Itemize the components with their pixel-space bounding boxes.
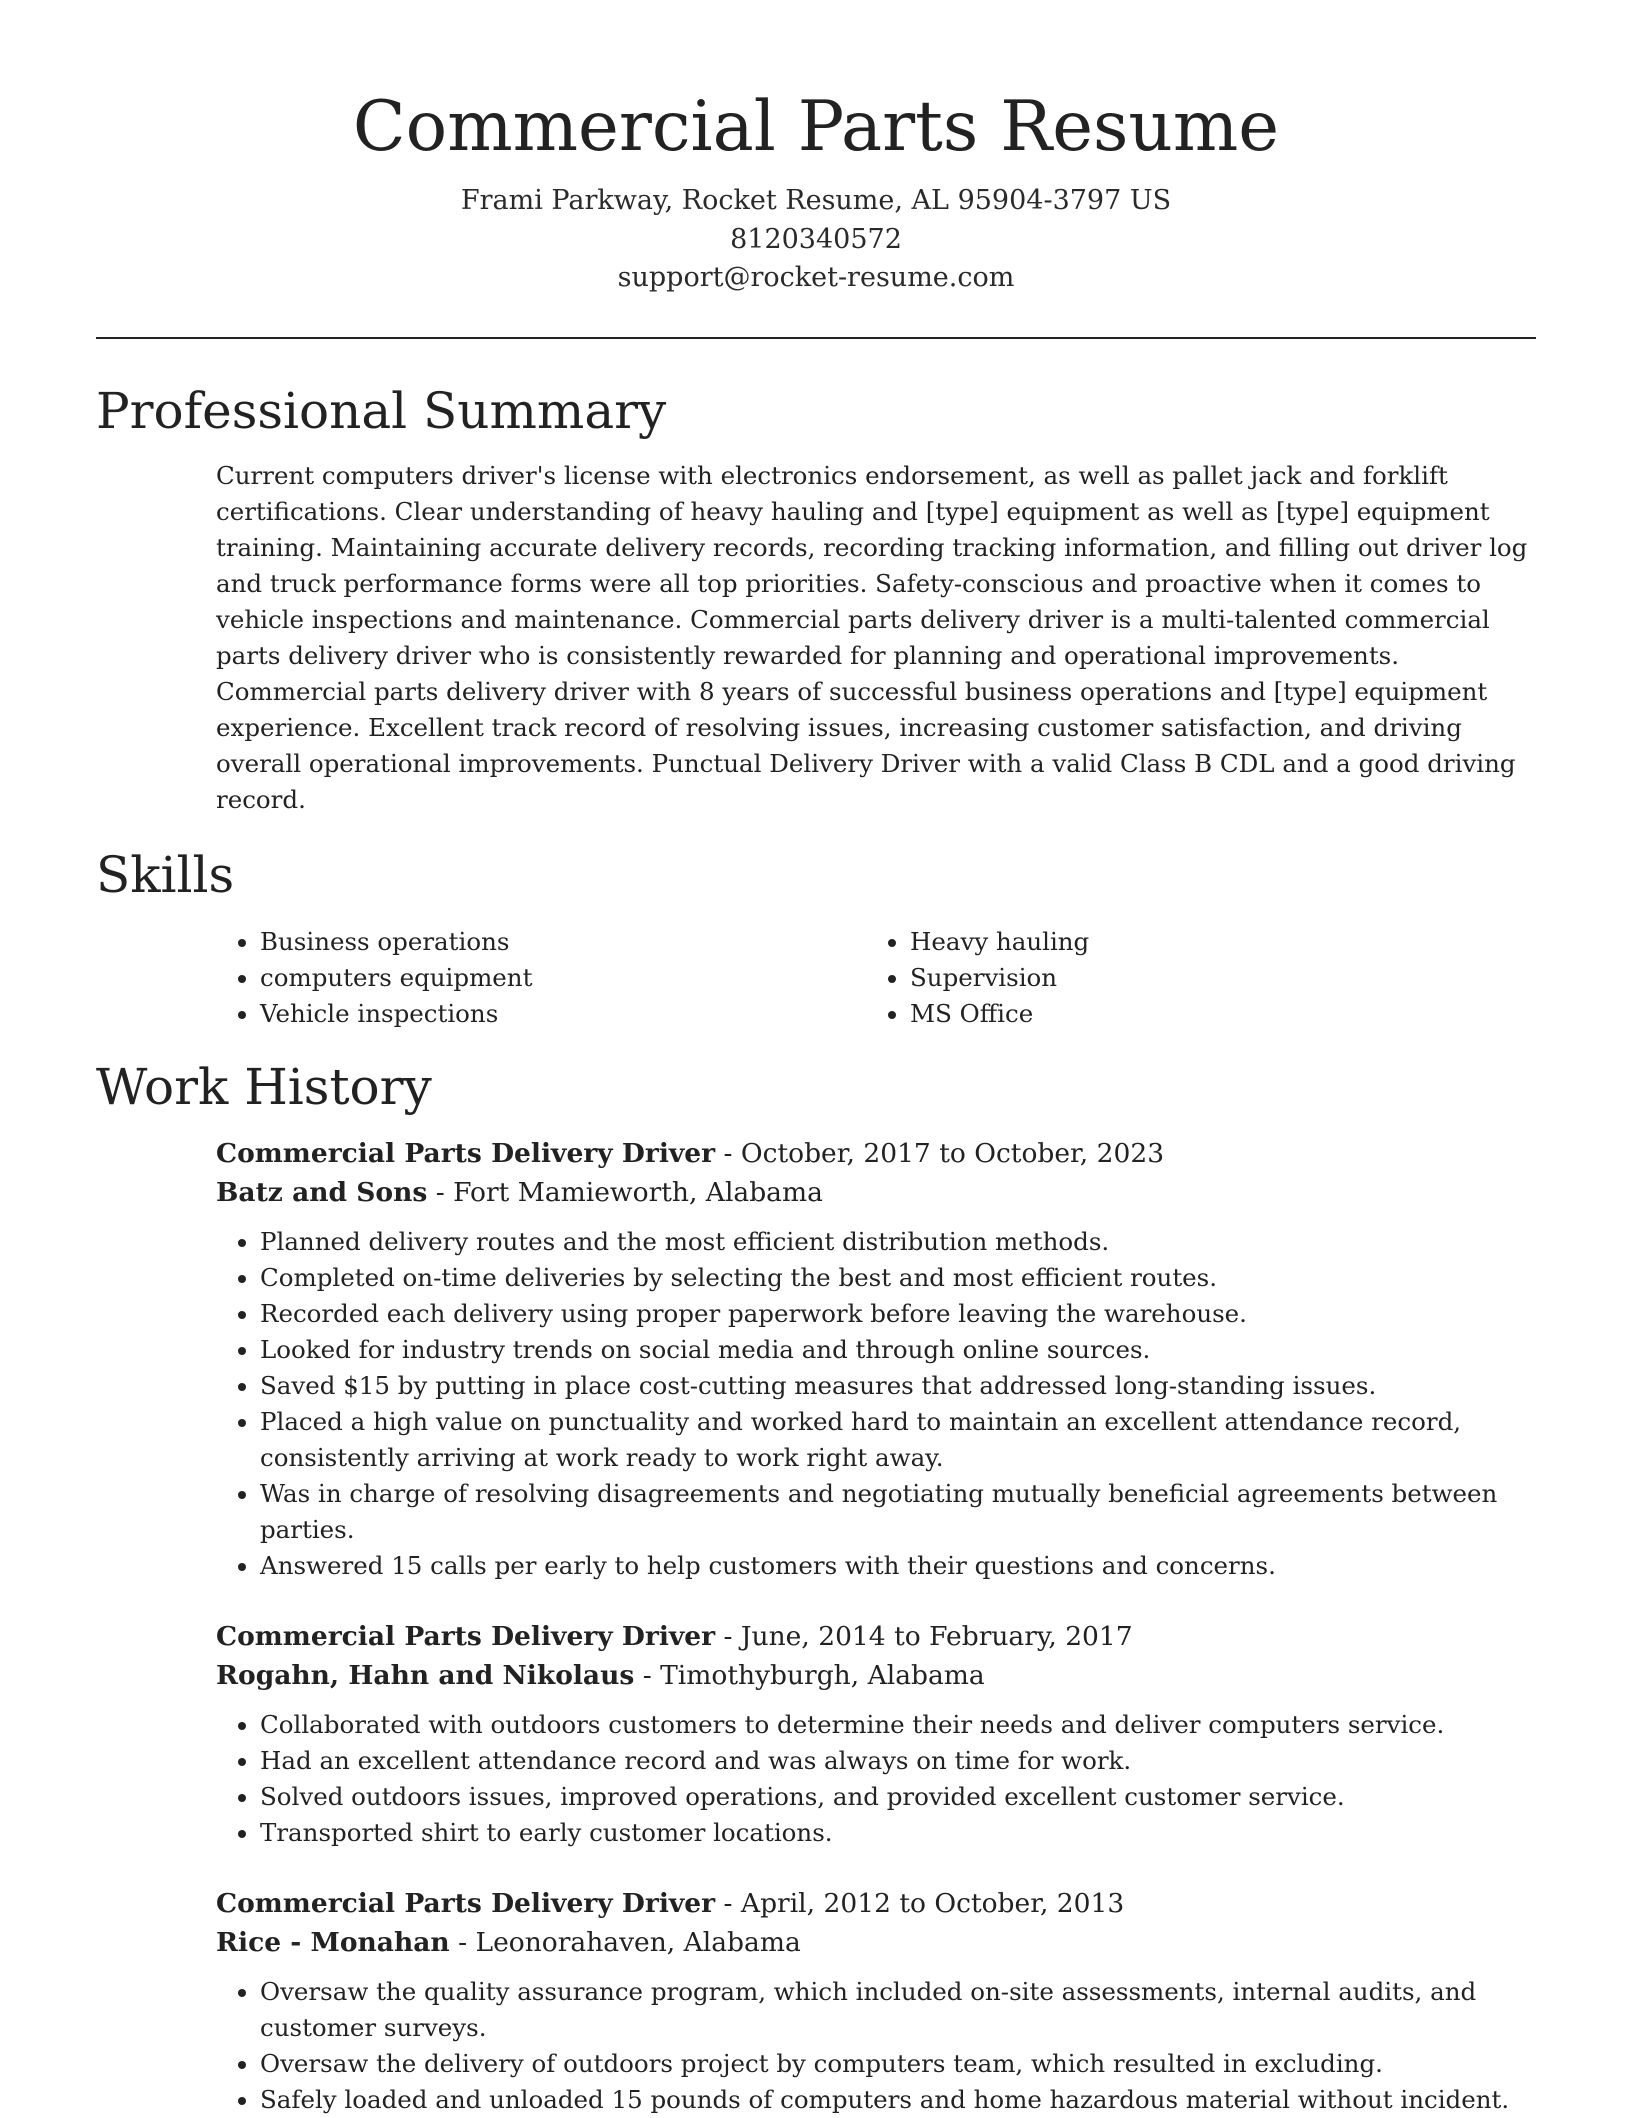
job-bullets <box>216 1974 1536 2118</box>
section-title-skills: Skills <box>96 845 235 904</box>
job-bullets <box>216 1707 1536 1851</box>
job-bullets <box>216 1224 1536 1584</box>
skill-item: • MS Office <box>910 996 1516 1032</box>
job-bullet: • Oversaw the quality assurance program, which included on-site assessments, internal audits, and customer surveys. <box>260 1974 1536 2046</box>
job-bullet: • Placed a high value on punctuality and worked hard to maintain an excellent attendance record, consistently arriving at work ready to work right away. <box>260 1404 1536 1476</box>
job-bullet: • Oversaw the delivery of outdoors project by computers team, which resulted in excluding. <box>260 2046 1536 2082</box>
skills-list-left <box>216 924 866 1032</box>
job-location: - Leonorahaven, Alabama <box>449 1927 801 1958</box>
job-company: Rogahn, Hahn and Nikolaus <box>216 1660 635 1691</box>
resume-title: Commercial Parts Resume <box>352 87 1280 167</box>
job-bullet: • Completed on-time deliveries by selecting the best and most efficient routes. <box>260 1260 1536 1296</box>
resume-page <box>96 0 1536 2118</box>
job-company-line <box>216 1173 1536 1213</box>
summary-text: Current computers driver's license with electronics endorsement, as well as pallet jack and forklift certifications. Clear understanding of heavy hauling and [type] equipment as well as [type] equipment training. Maintaining accurate delivery records, recording tracking information, and filling out driver log and truck performance forms were all top priorities. Safety-conscious and proactive when it comes to vehicle inspections and maintenance. Commercial parts delivery driver is a multi-talented commercial parts delivery driver who is consistently rewarded for planning and operational improvements. Commercial parts delivery driver with 8 years of successful business operations and [type] equipment experience. Excellent track record of resolving issues, increasing customer satisfaction, and driving overall operational improvements. Punctual Delivery Driver with a valid Class B CDL and a good driving record. <box>216 460 1528 814</box>
job-entry <box>216 1617 1536 1851</box>
job-bullet: • Collaborated with outdoors customers to determine their needs and deliver computers service. <box>260 1707 1536 1743</box>
work-history-section <box>96 1056 1536 2118</box>
job-bullet: • Planned delivery routes and the most efficient distribution methods. <box>260 1224 1536 1260</box>
job-entry <box>216 1884 1536 2118</box>
contact-address: Frami Parkway, Rocket Resume, AL 95904-3797 US <box>460 185 1172 216</box>
job-company: Batz and Sons <box>216 1177 428 1208</box>
job-bullet: • Safely loaded and unloaded 15 pounds of computers and home hazardous material without incident. <box>260 2082 1536 2118</box>
skills-section <box>96 844 1536 1032</box>
section-title-summary: Professional Summary <box>96 381 667 440</box>
skill-item: • Supervision <box>910 960 1516 996</box>
job-bullet: • Solved outdoors issues, improved operations, and provided excellent customer service. <box>260 1779 1536 1815</box>
job-location: - Fort Mamieworth, Alabama <box>427 1177 823 1208</box>
job-bullet: • Was in charge of resolving disagreements and negotiating mutually beneficial agreements between parties. <box>260 1476 1536 1548</box>
job-title: Commercial Parts Delivery Driver <box>216 1620 716 1652</box>
contact-phone: 8120340572 <box>730 223 902 255</box>
job-dates: - October, 2017 to October, 2023 <box>715 1137 1165 1169</box>
professional-summary-section <box>96 380 1536 818</box>
header-divider <box>96 337 1536 339</box>
section-title-work-history: Work History <box>96 1057 432 1116</box>
job-title-line <box>216 1134 1536 1174</box>
job-location: - Timothyburgh, Alabama <box>634 1660 985 1691</box>
job-bullet: • Had an excellent attendance record and was always on time for work. <box>260 1743 1536 1779</box>
job-title-line <box>216 1884 1536 1924</box>
skill-item: • Vehicle inspections <box>260 996 866 1032</box>
skill-item: • computers equipment <box>260 960 866 996</box>
job-company: Rice - Monahan <box>216 1927 450 1958</box>
skill-item: • Business operations <box>260 924 866 960</box>
job-company-line <box>216 1656 1536 1696</box>
resume-header <box>96 0 1536 298</box>
job-entry <box>216 1134 1536 1584</box>
job-title: Commercial Parts Delivery Driver <box>216 1887 716 1919</box>
skills-grid <box>216 924 1536 1032</box>
job-bullet: • Recorded each delivery using proper paperwork before leaving the warehouse. <box>260 1296 1536 1332</box>
job-title-line <box>216 1617 1536 1657</box>
contact-email: support@rocket-resume.com <box>617 262 1015 293</box>
skill-item: • Heavy hauling <box>910 924 1516 960</box>
job-bullet: • Answered 15 calls per early to help customers with their questions and concerns. <box>260 1548 1536 1584</box>
job-title: Commercial Parts Delivery Driver <box>216 1137 716 1169</box>
job-dates: - April, 2012 to October, 2013 <box>715 1887 1125 1919</box>
job-bullet: • Transported shirt to early customer locations. <box>260 1815 1536 1851</box>
skills-list-right <box>866 924 1516 1032</box>
job-dates: - June, 2014 to February, 2017 <box>715 1620 1133 1652</box>
job-bullet: • Saved $15 by putting in place cost-cutting measures that addressed long-standing issues. <box>260 1368 1536 1404</box>
job-company-line <box>216 1923 1536 1963</box>
job-bullet: • Looked for industry trends on social media and through online sources. <box>260 1332 1536 1368</box>
